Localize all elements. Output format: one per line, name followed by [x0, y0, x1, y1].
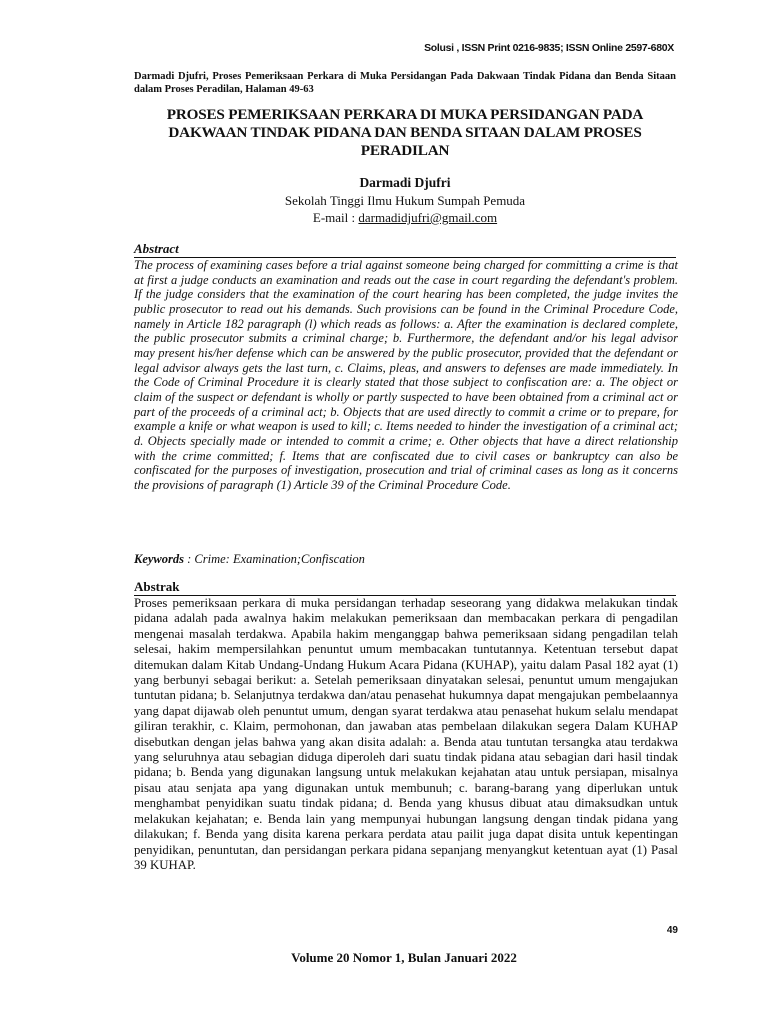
- email-link[interactable]: darmadidjufri@gmail.com: [358, 210, 498, 225]
- keywords-line: [134, 551, 676, 567]
- abstrak-heading: Abstrak: [134, 579, 676, 596]
- abstract-heading: Abstract: [134, 241, 676, 258]
- running-header: Darmadi Djufri, Proses Pemeriksaan Perkara di Muka Persidangan Pada Dakwaan Tindak Pidana dan Benda Sitaan dalam Proses Peradilan, Halaman 49-63: [134, 71, 676, 95]
- email-line: [134, 209, 676, 226]
- author-affiliation-block: [134, 192, 676, 226]
- page-number: 49: [666, 925, 678, 936]
- email-label: E-mail :: [312, 210, 359, 225]
- abstract-text: The process of examining cases before a trial against someone being charged for committing a crime is that at first a judge conducts an examination and reads out the case in court regarding the defendant's problem. If the judge considers that the examination of the court hearing has been completed, the judge invites the public prosecutor to read out his demands. Such provisions can be found in the Criminal Procedure Code, namely in Article 182 paragraph (l) which reads as follows: a. After the examination is declared complete, the public prosecutor submits a criminal charge; b. Furthermore, the defendant and/or his legal advisor may present his/her defense which can be answered by the public prosecutor, provided that the defendant or legal advisor always gets the last turn, c. Claims, pleas, and answers to defenses are made immediately. In the Code of Criminal Procedure it is clearly stated that those subject to confiscation are: a. The object or claim of the suspect or defendant is wholly or partly suspected to have been obtained from a criminal act or part of the proceeds of a criminal act; b. Objects that are used directly to commit a crime or to prepare, for example a knife or what weapon is used to kill; c. Items needed to hinder the investigation of a criminal act; d. Objects specially made or intended to commit a crime; e. Other objects that have a direct relationship with the crime committed; f. Items that are confiscated due to civil cases or bankruptcy can also be confiscated for the purposes of investigation, prosecution and trial of criminal cases as long as it concerns the provisions of paragraph (1) Article 39 of the Criminal Procedure Code.: [134, 258, 678, 492]
- author-name: Darmadi Djufri: [359, 175, 451, 190]
- volume-footer: Volume 20 Nomor 1, Bulan Januari 2022: [291, 950, 517, 965]
- keywords-label: Keywords: [134, 552, 184, 566]
- journal-issn: Solusi , ISSN Print 0216-9835; ISSN Online 2597-680X: [424, 42, 674, 54]
- keywords-value: : Crime: Examination;Confiscation: [184, 552, 365, 566]
- article-title: PROSES PEMERIKSAAN PERKARA DI MUKA PERSIDANGAN PADA DAKWAAN TINDAK PIDANA DAN BENDA SITAAN DALAM PROSES PERADILAN: [166, 106, 644, 159]
- abstrak-text: Proses pemeriksaan perkara di muka persidangan terhadap seseorang yang didakwa melakukan tindak pidana adalah pada awalnya hakim melakukan pemeriksaan dan membacakan perkara di pengadilan mengenai masalah terdakwa. Apabila hakim menganggap bahwa pemeriksaan sidang pengadilan telah selesai, hakim mempersilahkan penuntut umum membacakan tuntutannya. Ketentuan tersebut dapat ditemukan dalam Kitab Undang-Undang Hukum Acara Pidana (KUHAP), yaitu dalam Pasal 182 ayat (1) yang berbunyi sebagai berikut: a. Setelah pemeriksaan dinyatakan selesai, penuntut umum mengajukan tuntutan pidana; b. Selanjutnya terdakwa dan/atau penasehat hukumnya dapat mengajukan pembelaannya yang dapat dijawab oleh penuntut umum, dengan syarat terdakwa atau penasehat hukum selalu mendapat giliran terakhir, c. Klaim, permohonan, dan jawaban atas pembelaan dilakukan segera Dalam KUHAP disebutkan dengan jelas bahwa yang akan disita adalah: a. Benda atau tuntutan tersangka atau terdakwa yang seluruhnya atau sebagian diduga diperoleh dari suatu tindak pidana atau sebagian dari hasil tindak pidana; b. Benda yang digunakan langsung untuk melakukan kejahatan atau untuk persiapan, misalnya pisau atau senjata apa yang digunakan untuk membunuh; c. barang-barang yang diperlukan untuk menghambat penyidikan suatu tindak pidana; d. Benda yang khusus dibuat atau dimaksudkan untuk melakukan kejahatan; e. Benda lain yang mempunyai hubungan langsung dengan tindak pidana yang dilakukan; f. Benda yang disita karena perkara perdata atau pailit juga dapat disita untuk kepentingan penyidikan, penuntutan, dan persidangan perkara pidana sepanjang menyangkut ketentuan ayat (1) Pasal 39 KUHAP.: [134, 596, 678, 872]
- affiliation: Sekolah Tinggi Ilmu Hukum Sumpah Pemuda: [284, 193, 526, 208]
